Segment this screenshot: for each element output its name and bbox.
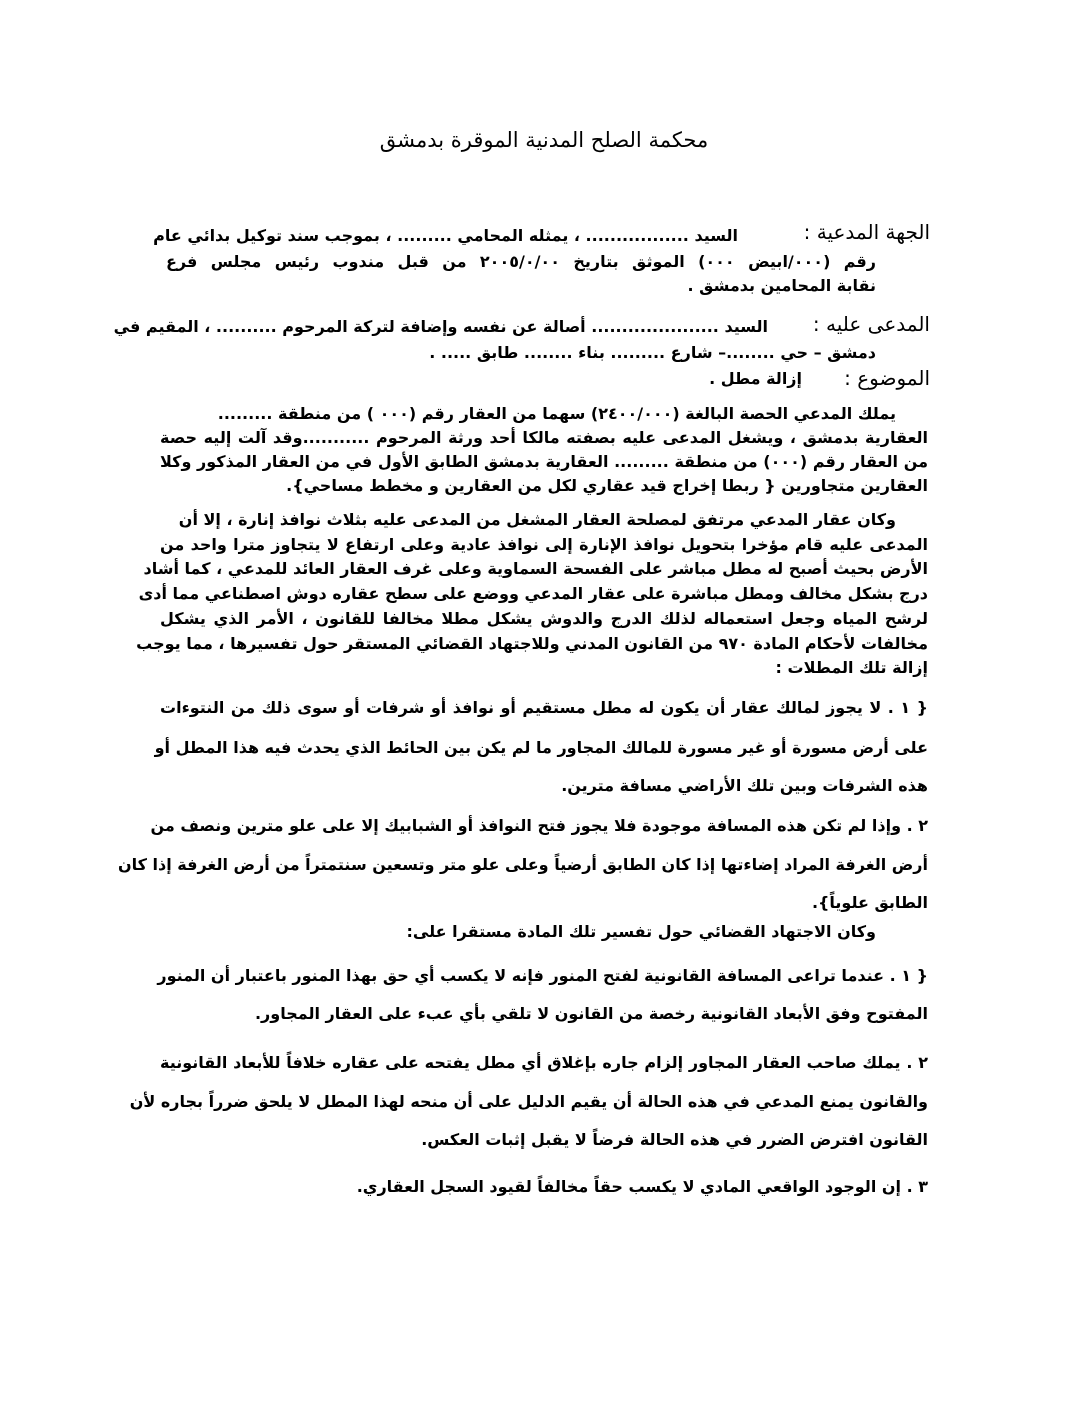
plaintiff-line-1: السيد ................. ، يمثله المحامي ......... ، بموجب سند توكيل بدائي عام <box>153 226 738 245</box>
jurisprudence-line-4: والقانون يمنع المدعي في هذه الحالة أن يقيم الدليل على أن منحه لهذا المطل لا يلحق ضرراً بجاره لأن <box>129 1092 928 1111</box>
jurisprudence-line-6: ٣ . إن الوجود الواقعي المادي لا يكسب حقاً مخالفاً لقيود السجل العقاري. <box>356 1177 928 1196</box>
court-title: محكمة الصلح المدنية الموقرة بدمشق <box>379 128 709 152</box>
subject-value: إزالة مطل . <box>709 369 802 388</box>
jurisprudence-line-1: { ١ . عندما تراعى المسافة القانونية لفتح المنور فإنه لا يكسب أي حق بهذا المنور باعتبار أن المنور <box>157 966 928 985</box>
plaintiff-line-2: رقم (٠٠٠/ابيض ٠٠٠) الموثق بتاريخ ٢٠٠٥/٠/٠٠ من قبل مندوب رئيس مجلس فرع <box>166 252 876 271</box>
paragraph2-line-6: مخالفات لأحكام المادة ٩٧٠ من القانون المدني وللاجتهاد القضائي المستقر حول تفسيرها ، مما يوجب <box>136 634 928 653</box>
defendant-line-1: السيد ..................... أصالة عن نفسه وإضافة لتركة المرحوم .......... ، المقيم في <box>113 317 768 336</box>
paragraph2-line-4: درج بشكل مخالف ومطل مباشرة على عقار المدعي ووضع على سطح عقاره دوش اصطناعي مما أدى <box>138 584 928 603</box>
plaintiff-label: الجهة المدعية : <box>803 220 930 244</box>
defendant-line-2: دمشق – حي ........– شارع ......... بناء ........ طابق ..... . <box>429 343 876 362</box>
article-line-4: ٢ . وإذا لم تكن هذه المسافة موجودة فلا يجوز فتح النوافذ أو الشبابيك إلا على علو مترين ونصف من <box>150 816 928 835</box>
jurisprudence-intro: وكان الاجتهاد القضائي حول تفسير تلك المادة مستقرا على: <box>406 922 876 941</box>
paragraph2-line-2: المدعى عليه قام مؤخرا بتحويل نوافذ الإنارة إلى نوافذ عادية وعلى ارتفاع لا يتجاوز مترا واحد من <box>160 535 928 554</box>
article-line-3: هذه الشرفات وبين تلك الأراضي مسافة مترين. <box>561 776 928 795</box>
paragraph2-line-7: إزالة تلك المطلات : <box>775 658 928 677</box>
paragraph1-line-4: العقارين متجاورين { ربطا إخراج قيد عقاري لكل من العقارين و مخطط مساحي}. <box>286 476 928 495</box>
article-line-5: أرض الغرفة المراد إضاءتها إذا كان الطابق أرضياً وعلى علو متر وتسعين سنتمتراً من أرض الغرفة إذا كان <box>118 855 928 874</box>
paragraph1-line-3: من العقار رقم (٠٠٠) من منطقة ......... العقارية بدمشق الطابق الأول في من العقار المذكور وكلا <box>160 452 928 471</box>
article-line-1: { ١ . لا يجوز لمالك عقار أن يكون له مطل مستقيم أو نوافذ أو شرفات أو سوى ذلك من النتوءات <box>160 698 928 717</box>
paragraph2-line-5: لرشح المياه وجعل استعماله لذلك الدرج والدوش يشكل مطلا مخالفا للقانون ، الأمر الذي يشكل <box>160 609 928 628</box>
plaintiff-line-3: نقابة المحامين بدمشق . <box>687 276 876 295</box>
paragraph1-line-1: يملك المدعي الحصة البالغة (٢٤٠٠/٠٠٠) سهما من العقار رقم (٠٠٠ ) من منطقة ......... <box>217 404 896 423</box>
subject-label: الموضوع : <box>844 366 930 390</box>
article-line-2: على أرض مسورة أو غير مسورة للمالك المجاور ما لم يكن بين الحائط الذي يحدث فيه هذا المطل أو <box>154 738 928 757</box>
defendant-label: المدعى عليه : <box>812 312 930 336</box>
paragraph2-line-3: الأرض بحيث أصبح له مطل مباشر على الفسحة السماوية وعلى غرف العقار العائد للمدعي ، كما أشاد <box>143 559 928 578</box>
article-line-6: الطابق علوياً}. <box>811 893 928 912</box>
jurisprudence-line-3: ٢ . يملك صاحب العقار المجاور إلزام جاره بإغلاق أي مطل يفتحه على عقاره خلافاً للأبعاد القانونية <box>160 1053 928 1072</box>
paragraph1-line-2: العقارية بدمشق ، ويشغل المدعى عليه بصفته مالكا أحد ورثة المرحوم ...........وقد آلت إليه حصة <box>160 428 928 447</box>
jurisprudence-line-2: المفتوح وفق الأبعاد القانونية رخصة من القانون لا تلقي بأي عبء على العقار المجاور. <box>254 1004 928 1023</box>
paragraph2-line-1: وكان عقار المدعي مرتفق لمصلحة العقار المشغل من المدعى عليه بثلاث نوافذ إنارة ، إلا أن <box>178 510 896 529</box>
jurisprudence-line-5: القانون افترض الضرر في هذه الحالة فرضاً لا يقبل إثبات العكس. <box>421 1130 928 1149</box>
